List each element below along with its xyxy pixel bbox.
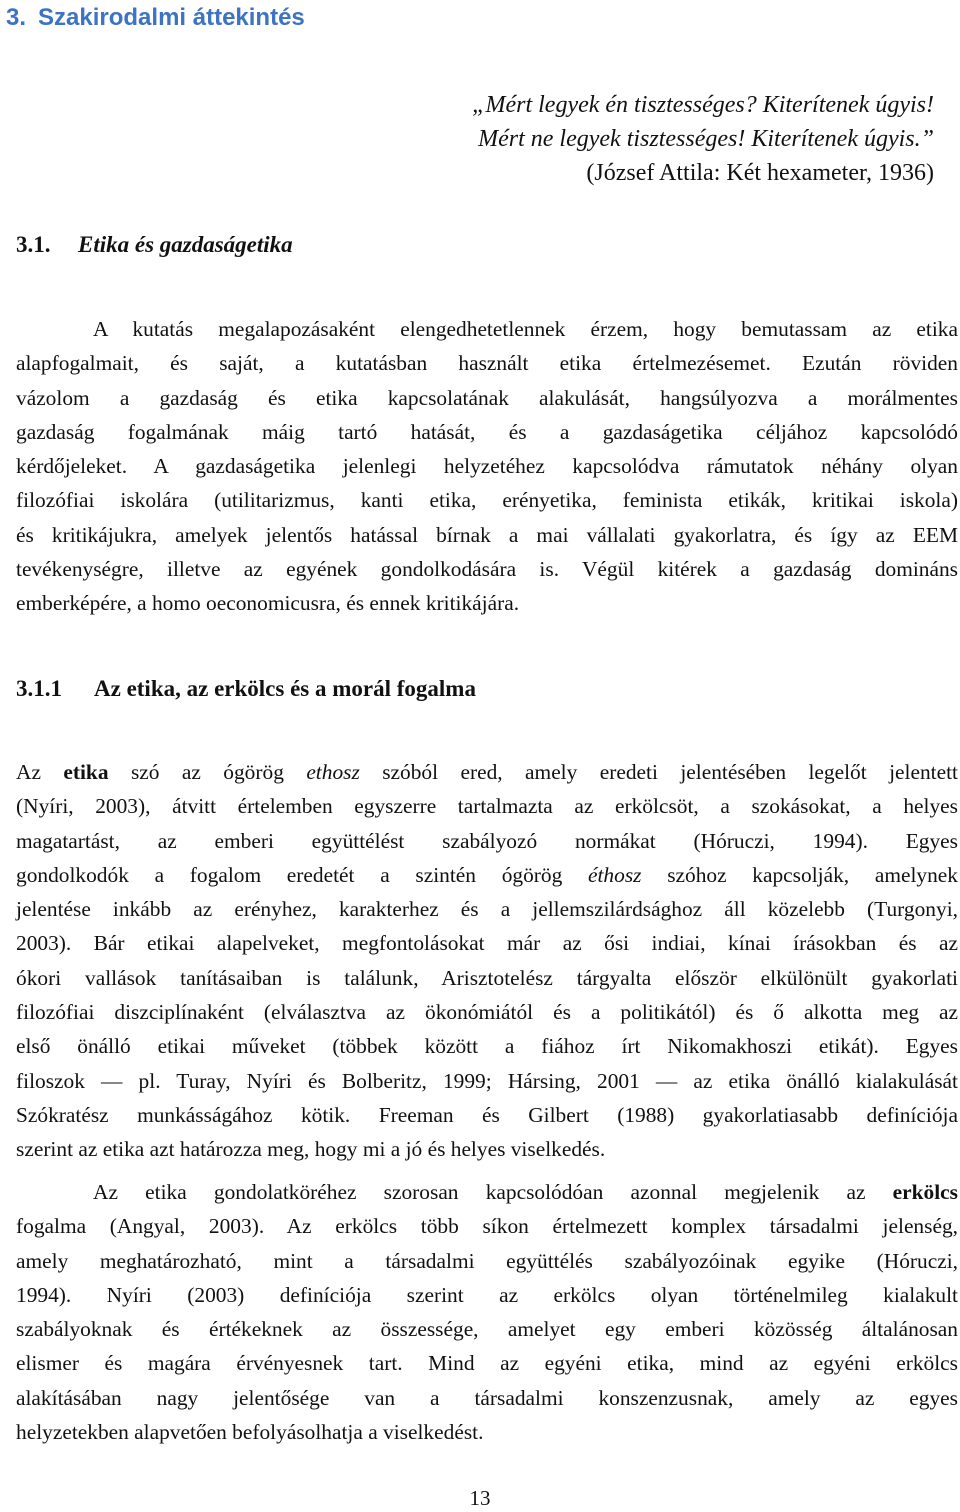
chapter-number: 3. <box>6 4 27 31</box>
section-heading <box>16 232 293 258</box>
etika-paragraph <box>16 755 958 1167</box>
subsection-number: 3.1.1 <box>16 676 62 701</box>
chapter-title: Szakirodalmi áttekintés <box>38 4 305 31</box>
text-line: és kritikájukra, amelyek jelentős hatással bírnak a mai vállalati gyakorlatra, és így az EEM <box>16 522 958 547</box>
text-line: emberképére, a homo oeconomicusra, és ennek kritikájára. <box>16 591 520 616</box>
text-run: Az <box>16 760 64 784</box>
subsection-heading <box>16 676 476 702</box>
page-number: 13 <box>469 1486 491 1510</box>
text-line: gazdaság fogalmának máig tartó hatását, és a gazdaságetika céljához kapcsolódó <box>16 419 958 444</box>
chapter-heading <box>6 4 305 32</box>
section-title: Etika és gazdaságetika <box>78 232 293 257</box>
motto-line-1: „Mért legyek én tisztességes? Kiterítenek úgyis! <box>472 92 934 118</box>
term-etika: etika <box>63 760 109 784</box>
section-number: 3.1. <box>16 232 51 257</box>
text-run: szó az ógörög <box>108 760 307 784</box>
text-line: Szókratész munkásságához kötik. Freeman és Gilbert (1988) gyakorlatiasabb definíciója <box>16 1102 958 1127</box>
text-line: magatartást, az emberi együttélést szabályozó normákat (Hóruczi, 1994). Egyes <box>16 828 958 853</box>
text-run: gondolkodók a fogalom eredetét a szintén ógörög <box>16 862 588 887</box>
text-line: filozófiai diszciplínaként (elválasztva az ökonómiától és a politikától) és ő alkotta meg az <box>16 1000 958 1025</box>
text-line: vázolom a gazdaság és etika kapcsolatának alakulását, hangsúlyozva a morálmentes <box>16 385 958 410</box>
erkolcs-paragraph <box>16 1175 958 1449</box>
text-line: fogalma (Angyal, 2003). Az erkölcs több síkon értelmezett komplex társadalmi jelenség, <box>16 1214 958 1239</box>
motto-source: (József Attila: Két hexameter, 1936) <box>586 160 934 186</box>
term-erkolcs: erkölcs <box>892 1180 958 1204</box>
text-line <box>16 755 958 789</box>
text-line: 2003). Bár etikai alapelveket, megfontolásokat már az ősi indiai, kínai írásokban és az <box>16 931 958 956</box>
text-line: helyzetekben alapvetően befolyásolhatja a viselkedést. <box>16 1420 484 1445</box>
text-line <box>16 1175 958 1209</box>
text-line: alakításában nagy jelentősége van a társadalmi konszenzusnak, amely az egyes <box>16 1385 958 1410</box>
text-line: ókori vallások tanításaiban is találunk, Arisztotelész tárgyalta először elkülönült gyakorlati <box>16 965 958 990</box>
intro-paragraph <box>16 312 958 621</box>
text-line: tevékenységre, illetve az egyének gondolkodására is. Végül kitérek a gazdaság domináns <box>16 557 958 582</box>
text-run: szóhoz kapcsolják, amelynek <box>641 862 958 887</box>
term-ethosz-2: éthosz <box>588 862 642 887</box>
text-line: jelentése inkább az erényhez, karakterhez és a jellemszilárdsághoz áll közelebb (Turgonyi, <box>16 897 958 922</box>
text-line: 1994). Nyíri (2003) definíciója szerint az erkölcs olyan történelmileg kialakult <box>16 1282 958 1307</box>
text-run: szóból ered, amely eredeti jelentésében legelőt jelentett <box>359 760 958 784</box>
text-line: kérdőjeleket. A gazdaságetika jelenlegi helyzetéhez kapcsolódva rámutatok néhány olyan <box>16 454 958 479</box>
text-line: filoszok — pl. Turay, Nyíri és Bolberitz, 1999; Hársing, 2001 — az etika önálló kialakulását <box>16 1068 958 1093</box>
text-line: alapfogalmait, és saját, a kutatásban használt etika értelmezésemet. Ezután röviden <box>16 351 958 376</box>
text-line: szabályoknak és értékeknek az összessége, amelyet egy emberi közösség általánosan <box>16 1317 958 1342</box>
text-line <box>16 858 958 892</box>
text-line: (Nyíri, 2003), átvitt értelemben egyszerre tartalmazta az erkölcsöt, a szokásokat, a helyes <box>16 794 958 819</box>
motto-quote <box>472 88 934 190</box>
text-line: elismer és magára érvényesnek tart. Mind az egyéni etika, mind az egyéni erkölcs <box>16 1351 958 1376</box>
text-line: filozófiai iskolára (utilitarizmus, kanti etika, erényetika, feminista etikák, kritikai iskola) <box>16 488 958 513</box>
term-ethosz: ethosz <box>306 760 360 784</box>
text-line: szerint az etika azt határozza meg, hogy mi a jó és helyes viselkedés. <box>16 1137 606 1162</box>
text-run: Az etika gondolatköréhez szorosan kapcsolódóan azonnal megjelenik az <box>93 1180 893 1204</box>
motto-line-2: Mért ne legyek tisztességes! Kiterítenek úgyis.” <box>478 126 934 152</box>
subsection-title: Az etika, az erkölcs és a morál fogalma <box>94 676 476 701</box>
text-line: A kutatás megalapozásaként elengedhetetlennek érzem, hogy bemutassam az etika <box>93 317 958 341</box>
text-line: amely meghatározható, mint a társadalmi együttélés szabályozóinak egyike (Hóruczi, <box>16 1248 958 1273</box>
text-line: első önálló etikai műveket (többek között a fiához írt Nikomakhoszi etikát). Egyes <box>16 1034 958 1059</box>
